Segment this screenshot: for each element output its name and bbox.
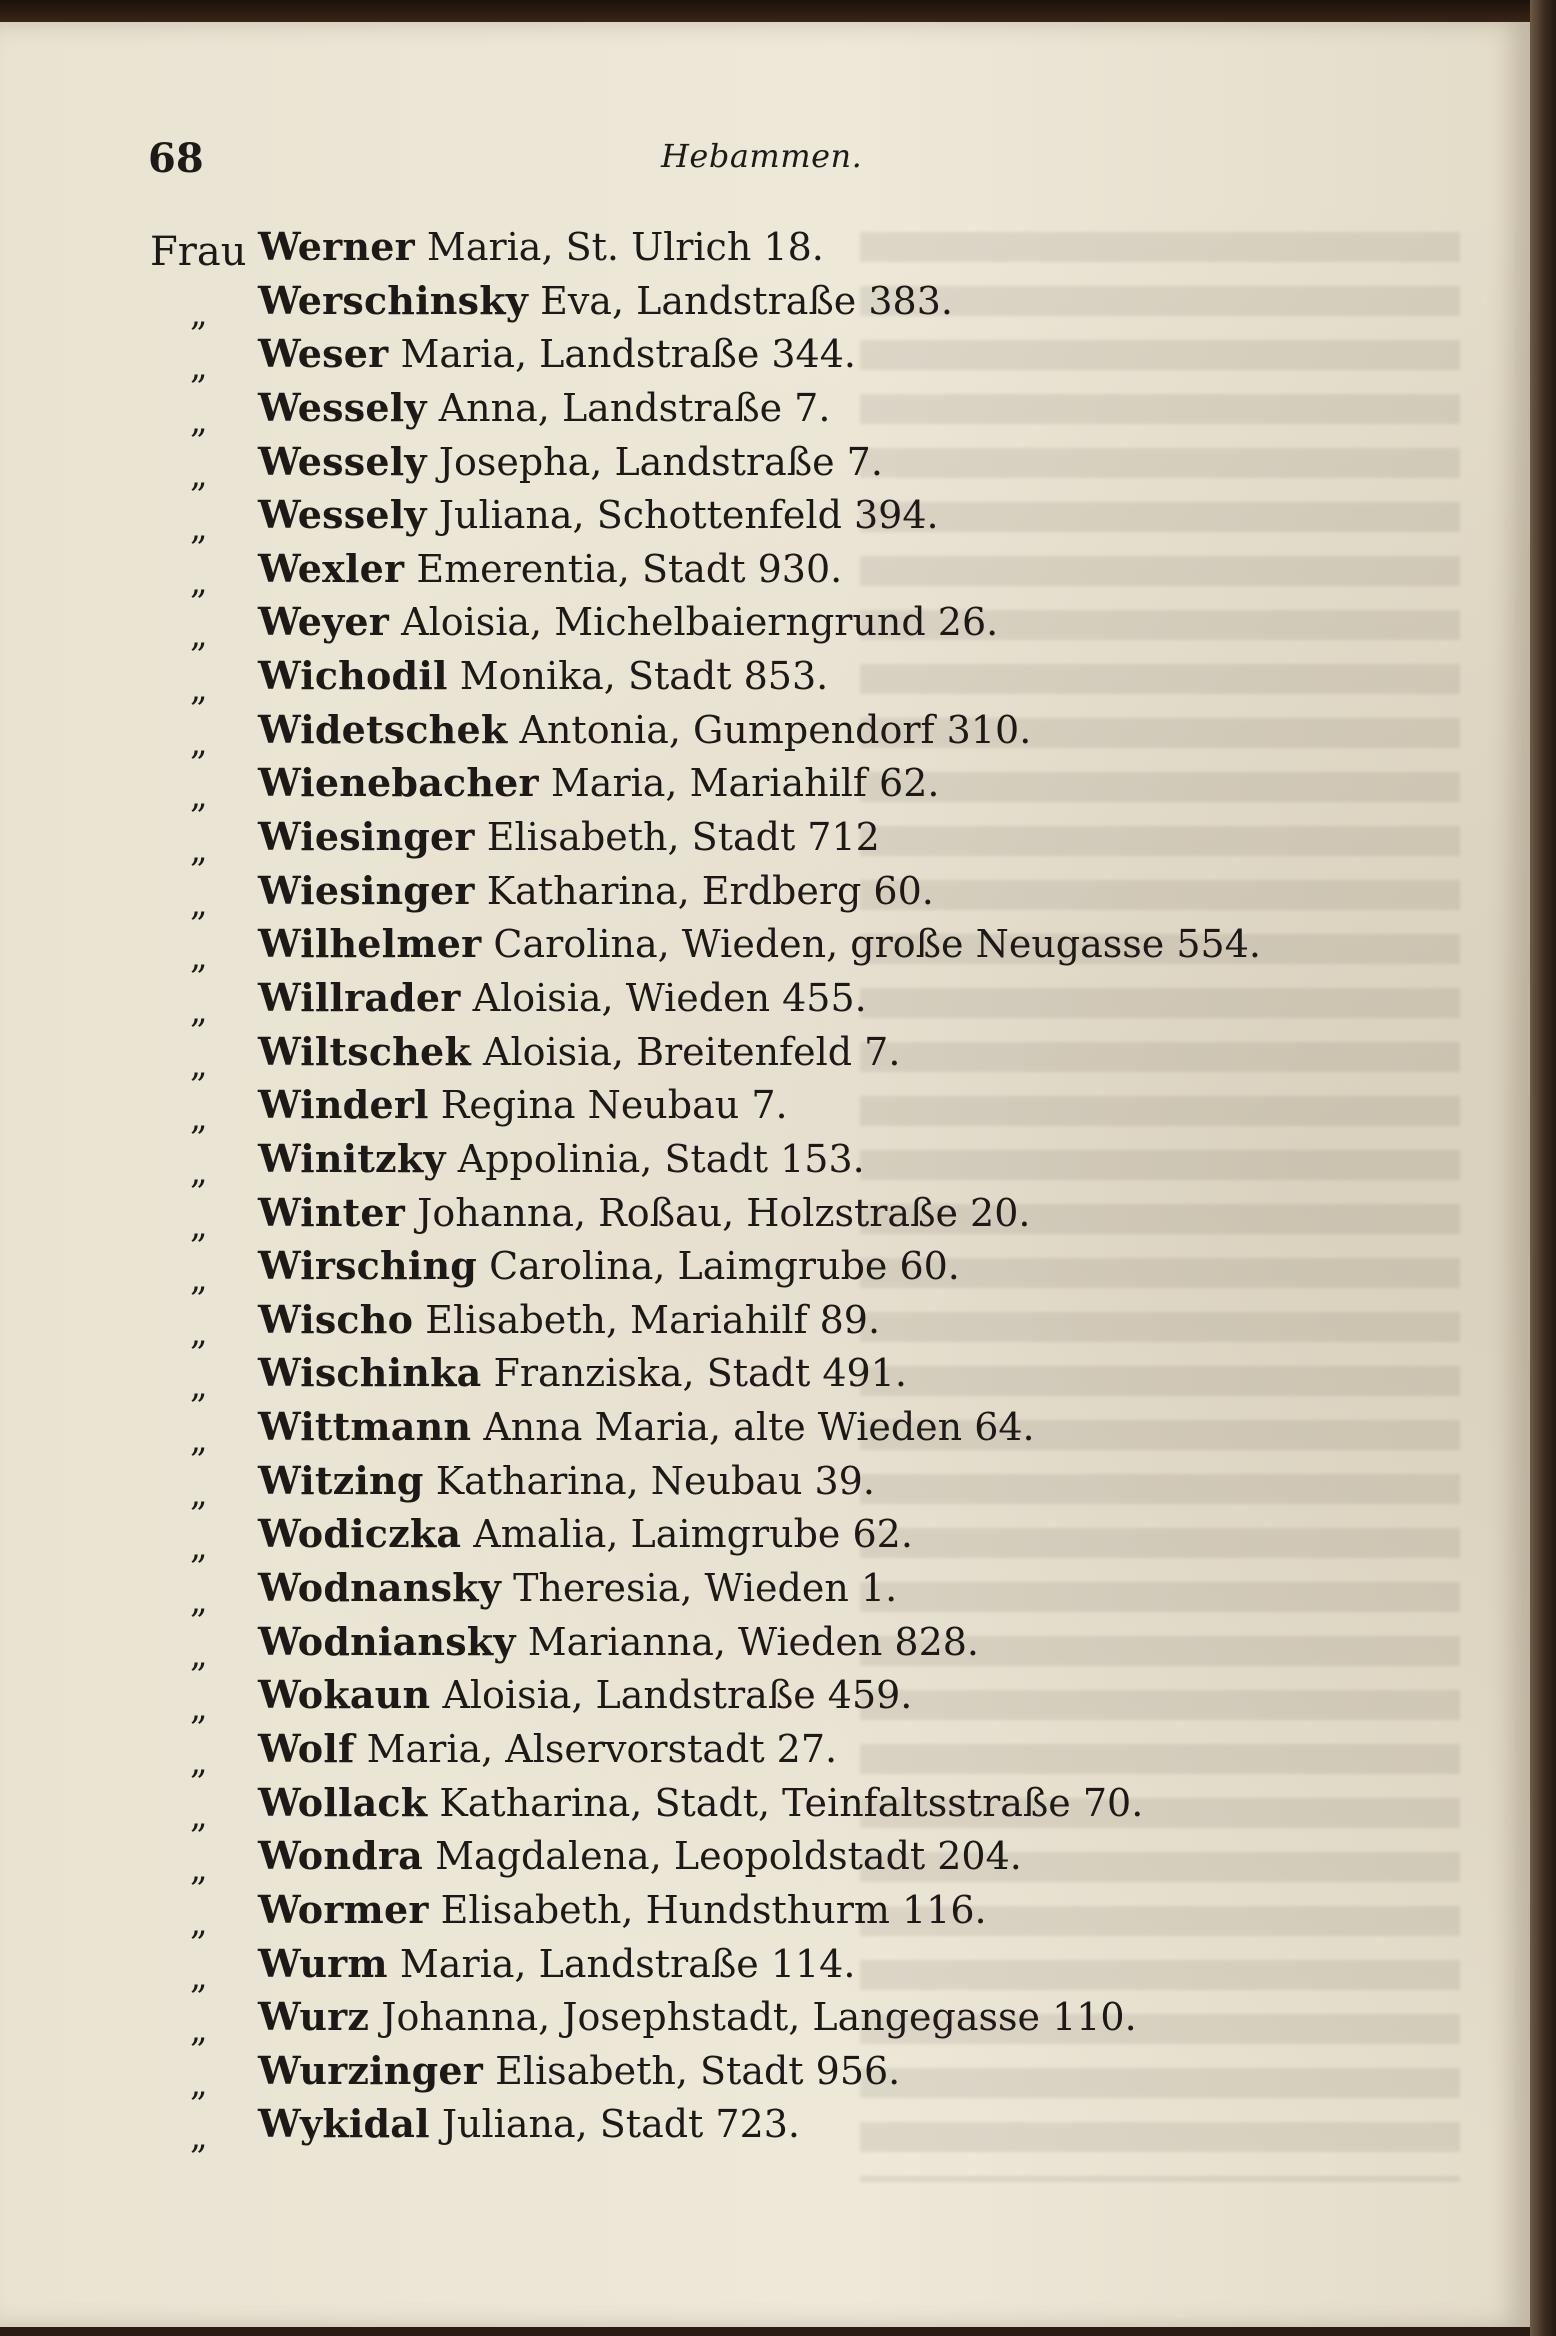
given-name-and-address: Elisabeth, Mariahilf 89. (425, 1297, 881, 1342)
list-item (150, 917, 1350, 978)
given-name-and-address: Katharina, Neubau 39. (435, 1458, 875, 1503)
list-item (150, 756, 1350, 817)
entry-text (258, 1507, 913, 1562)
ditto-mark: „ (190, 2063, 208, 2104)
surname: Winter (258, 1189, 406, 1235)
surname: Wexler (258, 545, 405, 591)
surname: Weser (258, 331, 389, 377)
ditto-mark: „ (190, 1527, 208, 1568)
surname: Wurm (258, 1940, 388, 1986)
given-name-and-address: Aloisia, Landstraße 459. (442, 1673, 913, 1718)
ditto-mark: „ (190, 1473, 208, 1514)
given-name-and-address: Eva, Landstraße 383. (540, 278, 953, 323)
ditto-mark: „ (190, 1795, 208, 1836)
given-name-and-address: Maria, Alservorstadt 27. (366, 1726, 838, 1771)
surname: Wilhelmer (258, 921, 482, 967)
entry-text (258, 864, 934, 919)
list-item (150, 488, 1350, 549)
list-item (150, 1990, 1350, 2051)
list-item (150, 327, 1350, 388)
given-name-and-address: Appolinia, Stadt 153. (457, 1136, 865, 1181)
entry-text (258, 1937, 855, 1992)
entry-text (258, 1293, 880, 1348)
surname: Werner (258, 224, 415, 269)
given-name-and-address: Franziska, Stadt 491. (493, 1351, 907, 1396)
list-item (150, 220, 1350, 274)
list-item (150, 1722, 1350, 1782)
surname: Wessely (258, 492, 427, 538)
ditto-mark: „ (190, 722, 208, 763)
surname: Wurzinger (258, 2047, 483, 2093)
surname: Wondra (258, 1833, 423, 1879)
entry-text (258, 542, 842, 597)
given-name-and-address: Johanna, Josephstadt, Langegasse 110. (381, 1995, 1137, 2040)
ditto-mark: „ (190, 2117, 208, 2158)
ditto-mark: „ (190, 883, 208, 924)
ditto-mark: „ (190, 990, 208, 1031)
entry-text (258, 595, 998, 650)
list-item (150, 595, 1350, 656)
entry-text (258, 2044, 900, 2099)
entry-text (258, 1239, 960, 1294)
given-name-and-address: Maria, Landstraße 114. (399, 1941, 856, 1986)
entry-text (258, 220, 824, 275)
entry-text (258, 649, 828, 704)
ditto-mark: „ (190, 1420, 208, 1461)
ditto-mark: „ (190, 937, 208, 978)
list-item (150, 1937, 1350, 1997)
running-head: Hebammen. (661, 137, 863, 175)
title-prefix: Frau (150, 229, 247, 275)
given-name-and-address: Carolina, Wieden, große Neugasse 554. (493, 922, 1261, 967)
given-name-and-address: Katharina, Stadt, Teinfaltsstraße 70. (439, 1780, 1144, 1825)
list-item (150, 2097, 1350, 2158)
book-spine-edge (1530, 0, 1556, 2336)
surname: Wiesinger (258, 867, 475, 913)
given-name-and-address: Amalia, Laimgrube 62. (473, 1512, 913, 1557)
entry-text (258, 327, 856, 382)
entry-text (258, 703, 1031, 758)
page-header (148, 135, 1528, 185)
surname: Wodniansky (258, 1618, 516, 1664)
list-item (150, 1132, 1350, 1192)
given-name-and-address: Elisabeth, Hundsthurm 116. (440, 1887, 987, 1932)
entry-text (258, 971, 867, 1026)
ditto-mark: „ (190, 347, 208, 388)
surname: Werschinsky (258, 277, 528, 323)
list-item (150, 274, 1350, 334)
ditto-mark: „ (190, 454, 208, 495)
midwife-list (150, 220, 1350, 2158)
entry-text (258, 1883, 987, 1938)
entry-text (258, 1561, 897, 1616)
entry-text (258, 1400, 1035, 1455)
given-name-and-address: Regina Neubau 7. (440, 1083, 788, 1128)
list-item (150, 1776, 1350, 1836)
entry-text (258, 1186, 1030, 1241)
list-item (150, 381, 1350, 441)
surname: Weyer (258, 599, 390, 645)
surname: Wormer (258, 1886, 429, 1932)
entry-text (258, 917, 1261, 972)
given-name-and-address: Emerentia, Stadt 930. (416, 546, 843, 591)
given-name-and-address: Anna, Landstraße 7. (438, 385, 831, 430)
surname: Wiltschek (258, 1028, 471, 1074)
surname: Wischinka (258, 1350, 482, 1396)
given-name-and-address: Juliana, Stadt 723. (441, 2102, 801, 2147)
given-name-and-address: Maria, St. Ulrich 18. (426, 225, 824, 269)
entry-text (258, 1132, 865, 1187)
surname: Winderl (258, 1082, 429, 1128)
given-name-and-address: Katharina, Erdberg 60. (486, 868, 934, 913)
surname: Wokaun (258, 1672, 431, 1718)
given-name-and-address: Maria, Mariahilf 62. (550, 761, 940, 806)
given-name-and-address: Maria, Landstraße 344. (400, 332, 856, 377)
given-name-and-address: Marianna, Wieden 828. (527, 1619, 980, 1664)
ditto-mark: „ (190, 1634, 208, 1675)
list-item (150, 542, 1350, 602)
entry-text (258, 1668, 912, 1723)
ditto-mark: „ (190, 1366, 208, 1407)
list-item (150, 1561, 1350, 1622)
list-item (150, 649, 1350, 710)
given-name-and-address: Elisabeth, Stadt 712 (486, 815, 880, 860)
entry-text (258, 810, 880, 865)
list-item (150, 435, 1350, 495)
ditto-mark: „ (190, 830, 208, 871)
given-name-and-address: Juliana, Schottenfeld 394. (438, 493, 939, 538)
list-item (150, 1454, 1350, 1514)
ditto-mark: „ (190, 1259, 208, 1300)
surname: Wodiczka (258, 1511, 462, 1557)
given-name-and-address: Josepha, Landstraße 7. (438, 439, 883, 484)
list-item (150, 1829, 1350, 1890)
given-name-and-address: Elisabeth, Stadt 956. (495, 2048, 901, 2093)
surname: Wessely (258, 384, 427, 430)
surname: Wienebacher (258, 760, 539, 806)
surname: Witzing (258, 1457, 424, 1503)
surname: Wurz (258, 1994, 370, 2040)
entry-text (258, 756, 939, 811)
ditto-mark: „ (190, 1956, 208, 1997)
ditto-mark: „ (190, 1741, 208, 1782)
ditto-mark: „ (190, 669, 208, 710)
list-item (150, 1346, 1350, 1407)
given-name-and-address: Aloisia, Breitenfeld 7. (483, 1029, 901, 1074)
given-name-and-address: Magdalena, Leopoldstadt 204. (435, 1834, 1022, 1879)
ditto-mark: „ (190, 1312, 208, 1353)
surname: Wischo (258, 1296, 414, 1342)
given-name-and-address: Aloisia, Wieden 455. (472, 975, 867, 1020)
entry-text (258, 1025, 900, 1080)
surname: Winitzky (258, 1135, 446, 1181)
ditto-mark: „ (190, 1688, 208, 1729)
surname: Wirsching (258, 1243, 478, 1289)
entry-text (258, 2097, 800, 2152)
entry-text (258, 488, 939, 543)
list-item (150, 1239, 1350, 1300)
given-name-and-address: Antonia, Gumpendorf 310. (519, 707, 1032, 752)
ditto-mark: „ (190, 2010, 208, 2051)
surname: Wessely (258, 438, 427, 484)
list-item (150, 1615, 1350, 1675)
list-item (150, 971, 1350, 1031)
list-item (150, 1186, 1350, 1246)
entry-text (258, 274, 953, 329)
ditto-mark: „ (190, 776, 208, 817)
page-number: 68 (148, 135, 204, 182)
given-name-and-address: Aloisia, Michelbaierngrund 26. (401, 600, 999, 645)
list-item (150, 703, 1350, 763)
entry-text (258, 1346, 907, 1401)
ditto-mark: „ (190, 1581, 208, 1622)
entry-text (258, 1990, 1137, 2045)
ditto-mark: „ (190, 1151, 208, 1192)
given-name-and-address: Monika, Stadt 853. (459, 654, 829, 699)
surname: Wollack (258, 1779, 428, 1825)
list-item (150, 1400, 1350, 1461)
list-item (150, 864, 1350, 924)
surname: Widetschek (258, 706, 508, 752)
entry-text (258, 435, 883, 490)
surname: Wittmann (258, 1404, 472, 1450)
ditto-mark: „ (190, 1098, 208, 1139)
given-name-and-address: Carolina, Laimgrube 60. (489, 1244, 960, 1289)
list-item (150, 1883, 1350, 1943)
entry-text (258, 1454, 875, 1509)
list-item (150, 1507, 1350, 1568)
given-name-and-address: Johanna, Roßau, Holzstraße 20. (417, 1190, 1031, 1235)
surname: Wolf (258, 1725, 355, 1771)
ditto-mark: „ (190, 1044, 208, 1085)
book-top-edge (0, 0, 1556, 24)
list-item (150, 1025, 1350, 1085)
given-name-and-address: Anna Maria, alte Wieden 64. (483, 1405, 1035, 1450)
ditto-mark: „ (190, 1205, 208, 1246)
surname: Wiesinger (258, 814, 475, 860)
ditto-mark: „ (190, 561, 208, 602)
surname: Willrader (258, 974, 461, 1020)
entry-text (258, 1078, 788, 1133)
list-item (150, 1078, 1350, 1139)
given-name-and-address: Theresia, Wieden 1. (513, 1566, 898, 1611)
entry-text (258, 1615, 979, 1670)
list-item (150, 810, 1350, 871)
entry-text (258, 1776, 1143, 1831)
entry-text (258, 381, 830, 436)
ditto-mark: „ (190, 1902, 208, 1943)
ditto-mark: „ (190, 615, 208, 656)
surname: Wichodil (258, 653, 448, 699)
list-item (150, 1293, 1350, 1353)
list-item (150, 2044, 1350, 2104)
ditto-mark: „ (190, 508, 208, 549)
ditto-mark: „ (190, 1849, 208, 1890)
list-item (150, 1668, 1350, 1729)
entry-text (258, 1722, 837, 1777)
surname: Wykidal (258, 2101, 430, 2147)
surname: Wodnansky (258, 1565, 501, 1611)
entry-text (258, 1829, 1022, 1884)
ditto-mark: „ (190, 400, 208, 441)
ditto-mark: „ (190, 293, 208, 334)
